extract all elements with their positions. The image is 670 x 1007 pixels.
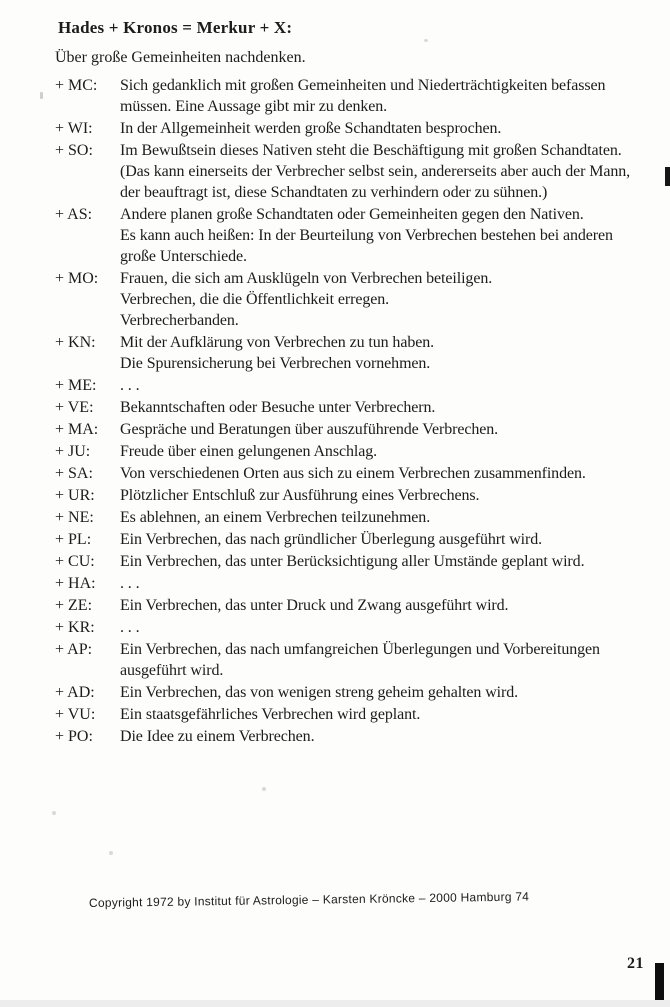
entry-row	[55, 529, 655, 550]
scan-artifact-right-edge	[665, 167, 670, 186]
entry-row	[55, 375, 655, 396]
entry-text-line: Mit der Aufklärung von Verbrechen zu tun haben.	[120, 334, 435, 351]
entry-body	[120, 704, 655, 725]
entries-list	[55, 75, 655, 747]
entry-row	[55, 551, 655, 572]
page-content	[55, 17, 655, 748]
entry-body	[120, 140, 655, 203]
entry-row	[55, 332, 655, 374]
entry-body	[120, 419, 655, 440]
entry-text-line: Ein Verbrechen, das nach umfangreichen Überlegungen und Vorbereitungen	[120, 641, 600, 658]
entry-row	[55, 419, 655, 440]
entry-body	[120, 551, 655, 572]
entry-text-line: der beauftragt ist, diese Schandtaten zu verhindern oder zu sühnen.)	[120, 184, 548, 201]
planet-label: + KR:	[55, 619, 95, 636]
planet-label: + SO:	[55, 142, 93, 159]
planet-label: + WI:	[55, 120, 93, 137]
entry-text-line: Frauen, die sich am Ausklügeln von Verbrechen beteiligen.	[120, 270, 493, 287]
entry-text-line: . . .	[120, 619, 140, 636]
planet-label: + JU:	[55, 443, 91, 460]
entry-body	[120, 204, 655, 267]
entry-body	[120, 485, 655, 506]
scan-speck	[52, 811, 56, 815]
entry-body	[120, 639, 655, 681]
entry-row	[55, 441, 655, 462]
entry-text-line: Verbrecherbanden.	[120, 312, 239, 329]
entry-body	[120, 529, 655, 550]
entry-body	[120, 441, 655, 462]
entry-text-line: Es ablehnen, an einem Verbrechen teilzunehmen.	[120, 509, 431, 526]
entry-text-line: Bekanntschaften oder Besuche unter Verbrechern.	[120, 399, 436, 416]
scan-speck	[40, 92, 43, 99]
planet-label: + ME:	[55, 377, 97, 394]
entry-text-line: Es kann auch heißen: In der Beurteilung von Verbrechen bestehen bei anderen	[120, 227, 613, 244]
entry-text-line: Ein Verbrechen, das von wenigen streng geheim gehalten wird.	[120, 684, 519, 701]
entry-body	[120, 595, 655, 616]
entry-row	[55, 639, 655, 681]
entry-body	[120, 375, 655, 396]
planet-label: + ZE:	[55, 597, 93, 614]
entry-text-line: Ein staatsgefährliches Verbrechen wird geplant.	[120, 706, 421, 723]
planet-label: + MA:	[55, 421, 99, 438]
entry-text-line: (Das kann einerseits der Verbrecher selbst sein, andererseits aber auch der Mann,	[120, 163, 631, 180]
planet-label: + AP:	[55, 641, 93, 658]
entry-text-line: Von verschiedenen Orten aus sich zu einem Verbrechen zusammenfinden.	[120, 465, 586, 482]
planet-label: + SA:	[55, 465, 93, 482]
planet-label: + MC:	[55, 77, 98, 94]
intro-line: Über große Gemeinheiten nachdenken.	[55, 49, 306, 66]
planet-label: + HA:	[55, 575, 96, 592]
entry-text-line: . . .	[120, 575, 140, 592]
entry-body	[120, 397, 655, 418]
entry-body	[120, 617, 655, 638]
entry-text-line: Gespräche und Beratungen über auszuführende Verbrechen.	[120, 421, 499, 438]
entry-body	[120, 507, 655, 528]
entry-row	[55, 75, 655, 117]
planet-label: + PL:	[55, 531, 92, 548]
entry-text-line: In der Allgemeinheit werden große Schandtaten besprochen.	[120, 120, 502, 137]
entry-text-line: Ein Verbrechen, das unter Druck und Zwang ausgeführt wird.	[120, 597, 509, 614]
entry-row	[55, 485, 655, 506]
entry-row	[55, 704, 655, 725]
planet-label: + NE:	[55, 509, 94, 526]
entry-body	[120, 118, 655, 139]
entry-text-line: müssen. Eine Aussage gibt mir zu denken.	[120, 98, 388, 115]
entry-row	[55, 595, 655, 616]
entry-text-line: Im Bewußtsein dieses Nativen steht die Beschäftigung mit großen Schandtaten.	[120, 142, 622, 159]
entry-text-line: Plötzlicher Entschluß zur Ausführung eines Verbrechens.	[120, 487, 480, 504]
planet-label: + AD:	[55, 684, 95, 701]
planet-label: + VE:	[55, 399, 94, 416]
entry-row	[55, 463, 655, 484]
entry-text-line: Verbrechen, die die Öffentlichkeit erregen.	[120, 291, 390, 308]
entry-body	[120, 332, 655, 374]
entry-row	[55, 726, 655, 747]
entry-body	[120, 573, 655, 594]
entry-body	[120, 726, 655, 747]
scan-speck	[109, 851, 113, 855]
entry-text-line: Die Spurensicherung bei Verbrechen vornehmen.	[120, 355, 431, 372]
entry-row	[55, 118, 655, 139]
scan-speck	[424, 39, 428, 42]
entry-row	[55, 682, 655, 703]
entry-body	[120, 682, 655, 703]
entry-text-line: Sich gedanklich mit großen Gemeinheiten und Niederträchtigkeiten befassen	[120, 77, 606, 94]
planet-label: + CU:	[55, 553, 95, 570]
scan-edge-bottom-strip	[0, 1000, 670, 1007]
entry-row	[55, 397, 655, 418]
planet-label: + VU:	[55, 706, 96, 723]
entry-body	[120, 268, 655, 331]
entry-text-line: Freude über einen gelungenen Anschlag.	[120, 443, 378, 460]
formula-heading: Hades + Kronos = Merkur + X:	[58, 18, 293, 37]
entry-text-line: große Unterschiede.	[120, 248, 247, 265]
entry-row	[55, 507, 655, 528]
entry-row	[55, 204, 655, 267]
entry-row	[55, 268, 655, 331]
planet-label: + MO:	[55, 270, 99, 287]
entry-text-line: Ein Verbrechen, das nach gründlicher Überlegung ausgeführt wird.	[120, 531, 543, 548]
entry-text-line: Ein Verbrechen, das unter Berücksichtigung aller Umstände geplant wird.	[120, 553, 585, 570]
entry-text-line: . . .	[120, 377, 140, 394]
page-number: 21	[627, 955, 644, 972]
entry-text-line: ausgeführt wird.	[120, 662, 224, 679]
scan-speck	[262, 787, 266, 791]
planet-label: + AS:	[55, 206, 93, 223]
entry-body	[120, 75, 655, 117]
entry-row	[55, 140, 655, 203]
entry-text-line: Die Idee zu einem Verbrechen.	[120, 728, 315, 745]
entry-row	[55, 573, 655, 594]
entry-row	[55, 617, 655, 638]
entry-text-line: Andere planen große Schandtaten oder Gemeinheiten gegen den Nativen.	[120, 206, 584, 223]
planet-label: + KN:	[55, 334, 96, 351]
entry-body	[120, 463, 655, 484]
planet-label: + PO:	[55, 728, 93, 745]
planet-label: + UR:	[55, 487, 95, 504]
copyright-line: Copyright 1972 by Institut für Astrologie – Karsten Kröncke – 2000 Hamburg 74	[88, 889, 530, 910]
